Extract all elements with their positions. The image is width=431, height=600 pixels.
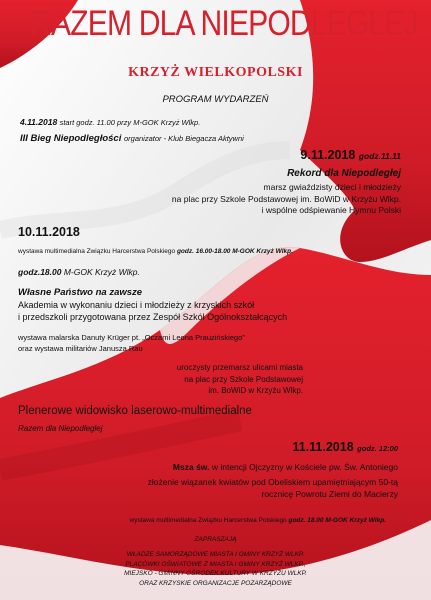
day2-event: Rekord dla Niepodległej: [287, 168, 401, 179]
day3-exhibit-time: godz. 16.00-18.00 M-GOK Krzyż Wlkp.: [176, 248, 293, 255]
day4-exhibit: wystawa multimedialna Związku Harcerstwa Polskiego: [129, 517, 287, 524]
day1-time: start godz. 11.00 przy M-GOK Krzyż Wlkp.: [59, 118, 201, 127]
day4-line: rocznicę Powrotu Ziemi do Macierzy: [261, 489, 398, 499]
day1-event-line: [20, 133, 244, 144]
day2-line: i wspólne odśpiewanie Hymnu Polski: [261, 205, 401, 215]
day3-art-line: wystawa malarska Danuty Krüger pt. „Oczami Leona Prauzińskiego”: [18, 333, 245, 342]
footer-organizers: [0, 550, 431, 588]
poster-subtitle: KRZYŻ WIELKOPOLSKI: [128, 65, 303, 80]
day2-time: godz.11.11: [358, 151, 401, 161]
day3-place2: M-GOK Krzyż Wlkp.: [63, 267, 140, 277]
day1-date: 4.11.2018: [20, 117, 58, 127]
footer-line: PLACÓWKI OŚWIATOWE Z MIASTA I GMINY KRZYŻ WLKP.,: [125, 560, 306, 568]
program-heading: PROGRAM WYDARZEŃ: [162, 94, 269, 105]
footer-line: ORAZ KRZYSKIE ORGANIZACJE POZARZĄDOWE: [139, 579, 292, 587]
day4-details: [148, 476, 398, 500]
day2-date-line: [300, 148, 401, 162]
footer-line: WŁADZE SAMORZĄDOWE MIASTA I GMINY KRZYŻ WLKP.: [126, 551, 305, 558]
day3-event: Własne Państwo na zawsze: [18, 287, 143, 298]
day3-time-line: [18, 267, 140, 277]
day2-details: [172, 182, 401, 217]
day3-march-line: uroczysty przemarsz ulicami miasta: [176, 363, 303, 372]
day3-march-line: im. BoWiD w Krzyżu Wlkp.: [208, 386, 303, 395]
day1-organizer: organizator - Klub Biegacza Aktywni: [124, 134, 244, 143]
day3-art-line: oraz wystawa militariów Janusza Rau: [18, 343, 143, 353]
day2-date: 9.11.2018: [300, 148, 356, 162]
day2-line: na plac przy Szkole Podstawowej im. BoWiD w Krzyżu Wlkp.: [171, 193, 401, 204]
day3-exhibit: wystawa multimedialna Związku Harcerstwa Polskiego: [18, 248, 176, 255]
day4-mass-rest: w intencji Ojczyzny w Kościele pw. Św. Antoniego: [211, 462, 398, 472]
day4-line: złożenie wiązanek kwiatów pod Obeliskiem upamiętniającym 50-tą: [147, 477, 398, 487]
day4-date-line: [292, 440, 398, 454]
day3-march: [177, 362, 303, 397]
day3-exhibit-line: [18, 248, 293, 255]
day3-art: [18, 333, 245, 354]
day4-date: 11.11.2018: [292, 440, 354, 454]
day1-date-line: [20, 117, 200, 127]
day2-line: marsz gwiaździsty dzieci i młodzieży: [263, 182, 401, 192]
day4-time: godz. 12:00: [357, 444, 398, 453]
day1-event: III Bieg Niepodległości: [20, 133, 122, 144]
day4-mass-line: [173, 462, 398, 472]
day4-exhibit-time: godz. 18.00 M-GOK Krzyż Wlkp.: [288, 517, 386, 524]
day3-laser-sub: Razem dla Niepodległej: [18, 424, 103, 433]
day4-exhibit-line: [130, 517, 386, 524]
day3-academy: [18, 299, 287, 323]
poster-title: RAZEM DLA NIEPODLEGŁEJ: [30, 4, 418, 43]
footer-line: MIEJSKO - GMINNY OŚRODEK KULTURY W KRZYŻU WLKP.: [124, 570, 307, 577]
day3-date: 10.11.2018: [18, 225, 80, 239]
day3-laser: Plenerowe widowisko laserowo-multimedialne: [18, 405, 252, 417]
day3-academy-line: i przedszkoli przygotowana przez Zespół Szkół Ogólnokształcących: [18, 312, 288, 322]
day3-march-line: na plac przy Szkole Podstawowej: [184, 374, 303, 384]
day3-academy-line: Akademia w wykonaniu dzieci i młodzieży z krzyskich szkół: [18, 300, 255, 310]
footer-invite: ZAPRASZAJĄ: [194, 536, 237, 543]
day4-mass: Msza św.: [172, 462, 210, 472]
day3-time2: godz.18.00: [18, 267, 62, 277]
